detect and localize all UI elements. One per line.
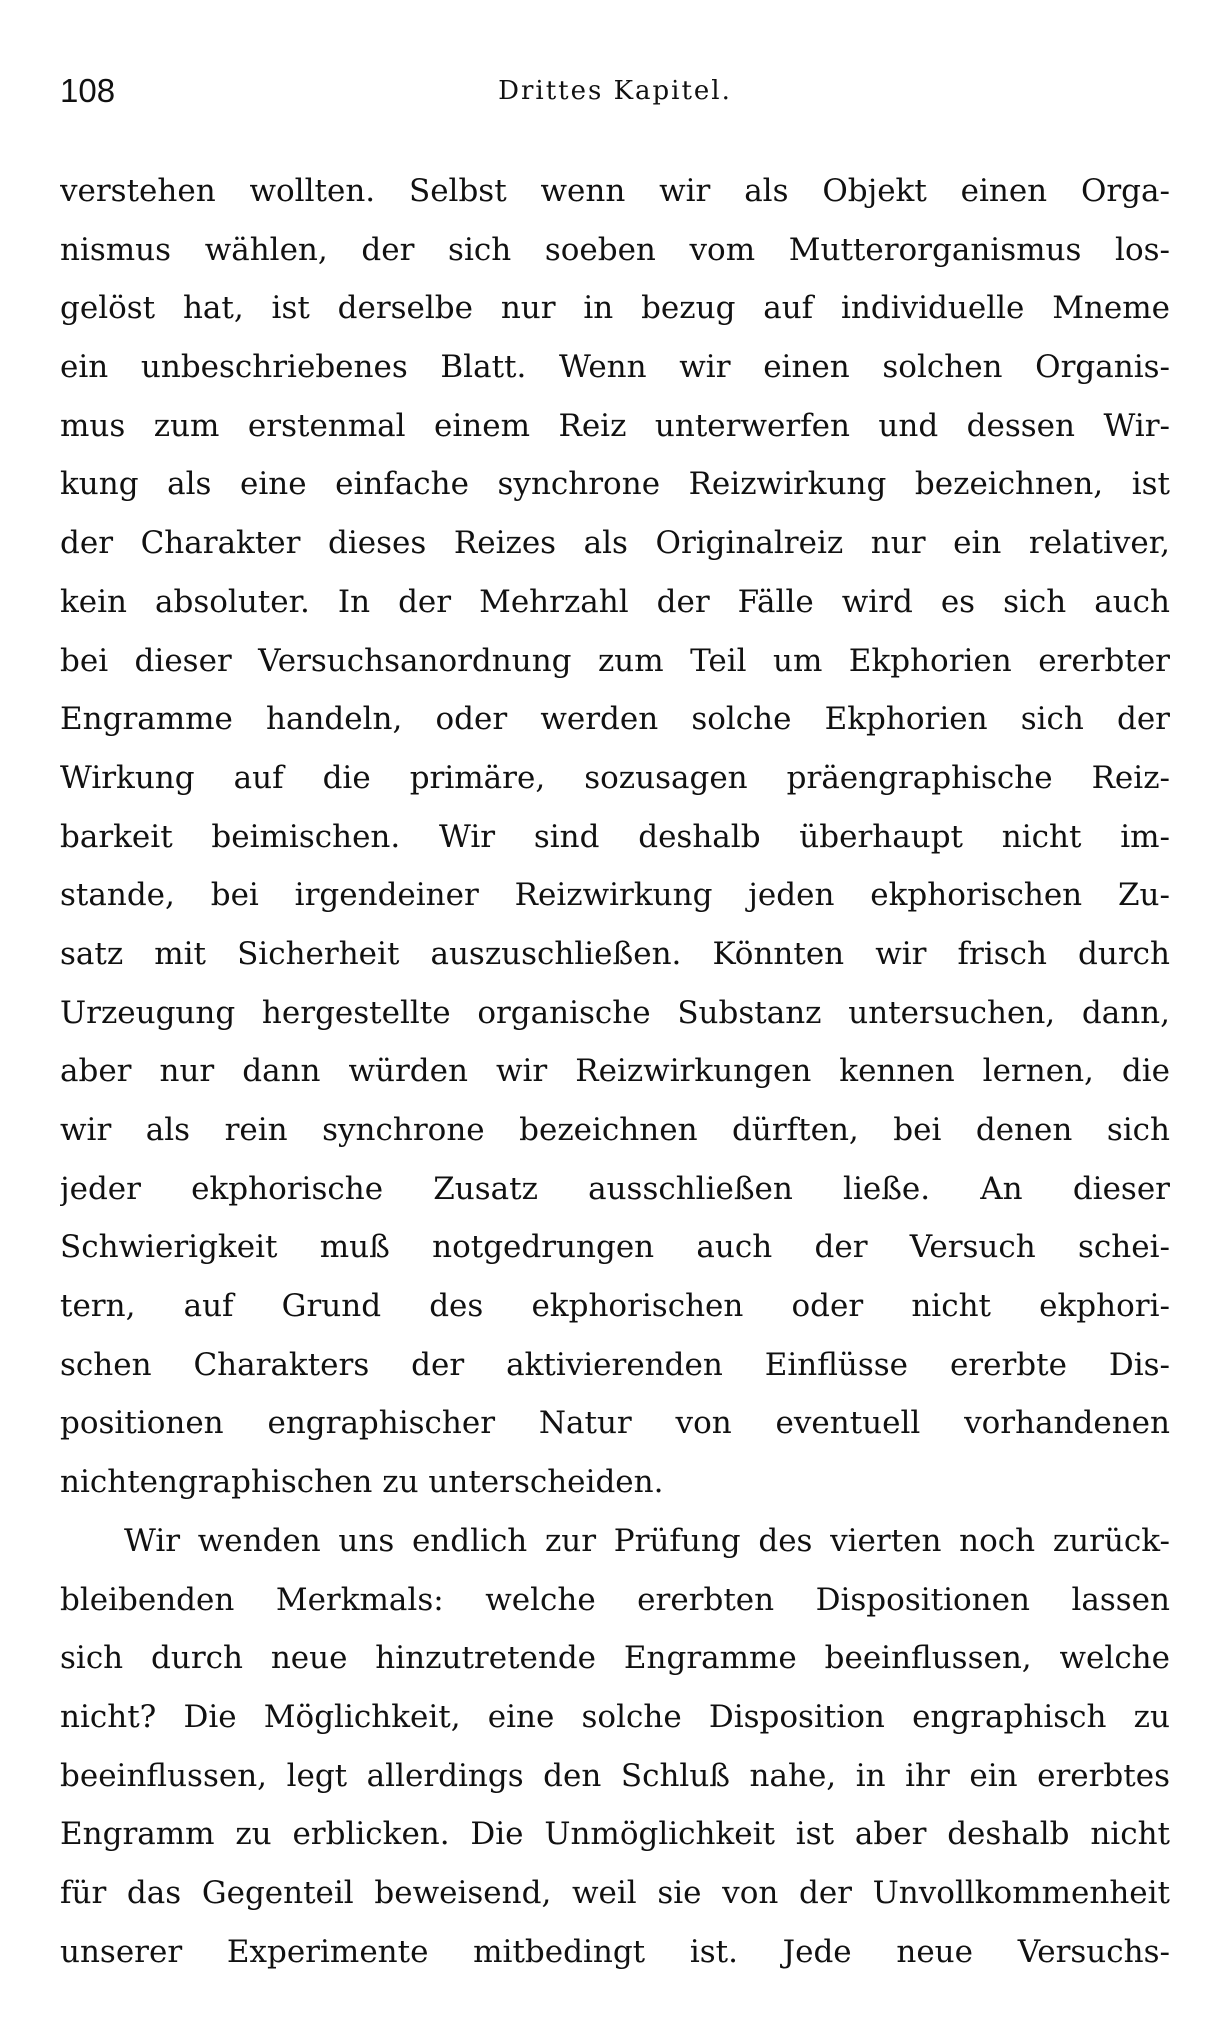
text-line: sich durch neue hinzutretende Engramme beeinflussen, welche <box>60 1640 1170 1677</box>
page-number: 108 <box>60 72 116 109</box>
text-line: nichtengraphischen zu unterscheiden. <box>60 1464 664 1501</box>
text-line: aber nur dann würden wir Reizwirkungen kennen lernen, die <box>60 1053 1170 1090</box>
text-line: gelöst hat, ist derselbe nur in bezug auf individuelle Mneme <box>60 290 1170 327</box>
text-line: barkeit beimischen. Wir sind deshalb überhaupt nicht im- <box>60 818 1170 855</box>
text-line: Urzeugung hergestellte organische Substanz untersuchen, dann, <box>60 994 1170 1031</box>
text-line: positionen engraphischer Natur von eventuell vorhandenen <box>60 1405 1170 1442</box>
text-line: satz mit Sicherheit auszuschließen. Könnten wir frisch durch <box>60 935 1170 972</box>
text-line: nismus wählen, der sich soeben vom Mutterorganismus los- <box>60 231 1170 268</box>
paragraph <box>60 1512 1170 1982</box>
text-line: schen Charakters der aktivierenden Einflüsse ererbte Dis- <box>60 1346 1170 1383</box>
body-text <box>60 162 1170 1981</box>
text-line: Wirkung auf die primäre, sozusagen präengraphische Reiz- <box>60 759 1170 796</box>
text-line: beeinflussen, legt allerdings den Schluß nahe, in ihr ein ererbtes <box>60 1757 1170 1794</box>
text-line: kein absoluter. In der Mehrzahl der Fälle wird es sich auch <box>60 583 1170 620</box>
text-line: für das Gegenteil beweisend, weil sie von der Unvollkommenheit <box>60 1874 1170 1911</box>
text-line: Engramme handeln, oder werden solche Ekphorien sich der <box>60 701 1170 738</box>
text-line: wir als rein synchrone bezeichnen dürften, bei denen sich <box>60 1112 1170 1148</box>
text-line: ein unbeschriebenes Blatt. Wenn wir einen solchen Organis- <box>60 349 1170 386</box>
text-line: jeder ekphorische Zusatz ausschließen ließe. An dieser <box>60 1170 1170 1207</box>
text-line: mus zum erstenmal einem Reiz unterwerfen und dessen Wir- <box>60 407 1170 444</box>
chapter-title: Drittes Kapitel. <box>498 76 732 106</box>
text-line: Schwierigkeit muß notgedrungen auch der Versuch schei- <box>60 1229 1170 1266</box>
text-line: bei dieser Versuchsanordnung zum Teil um Ekphorien ererbter <box>60 642 1170 679</box>
text-line: nicht? Die Möglichkeit, eine solche Disposition engraphisch zu <box>60 1698 1170 1735</box>
text-line: tern, auf Grund des ekphorischen oder nicht ekphori- <box>60 1288 1170 1325</box>
text-line: unserer Experimente mitbedingt ist. Jede neue Versuchs- <box>60 1933 1170 1970</box>
text-line: der Charakter dieses Reizes als Originalreiz nur ein relativer, <box>60 525 1170 562</box>
paragraph <box>60 162 1170 1512</box>
text-line: Wir wenden uns endlich zur Prüfung des vierten noch zurück- <box>124 1522 1170 1559</box>
text-line: kung als eine einfache synchrone Reizwirkung bezeichnen, ist <box>60 466 1170 503</box>
text-line: verstehen wollten. Selbst wenn wir als Objekt einen Orga- <box>60 173 1170 209</box>
text-line: Engramm zu erblicken. Die Unmöglichkeit ist aber deshalb nicht <box>60 1816 1170 1853</box>
text-line: stande, bei irgendeiner Reizwirkung jeden ekphorischen Zu- <box>60 877 1170 914</box>
text-line: bleibenden Merkmals: welche ererbten Dispositionen lassen <box>60 1581 1170 1618</box>
running-head <box>60 66 1170 116</box>
